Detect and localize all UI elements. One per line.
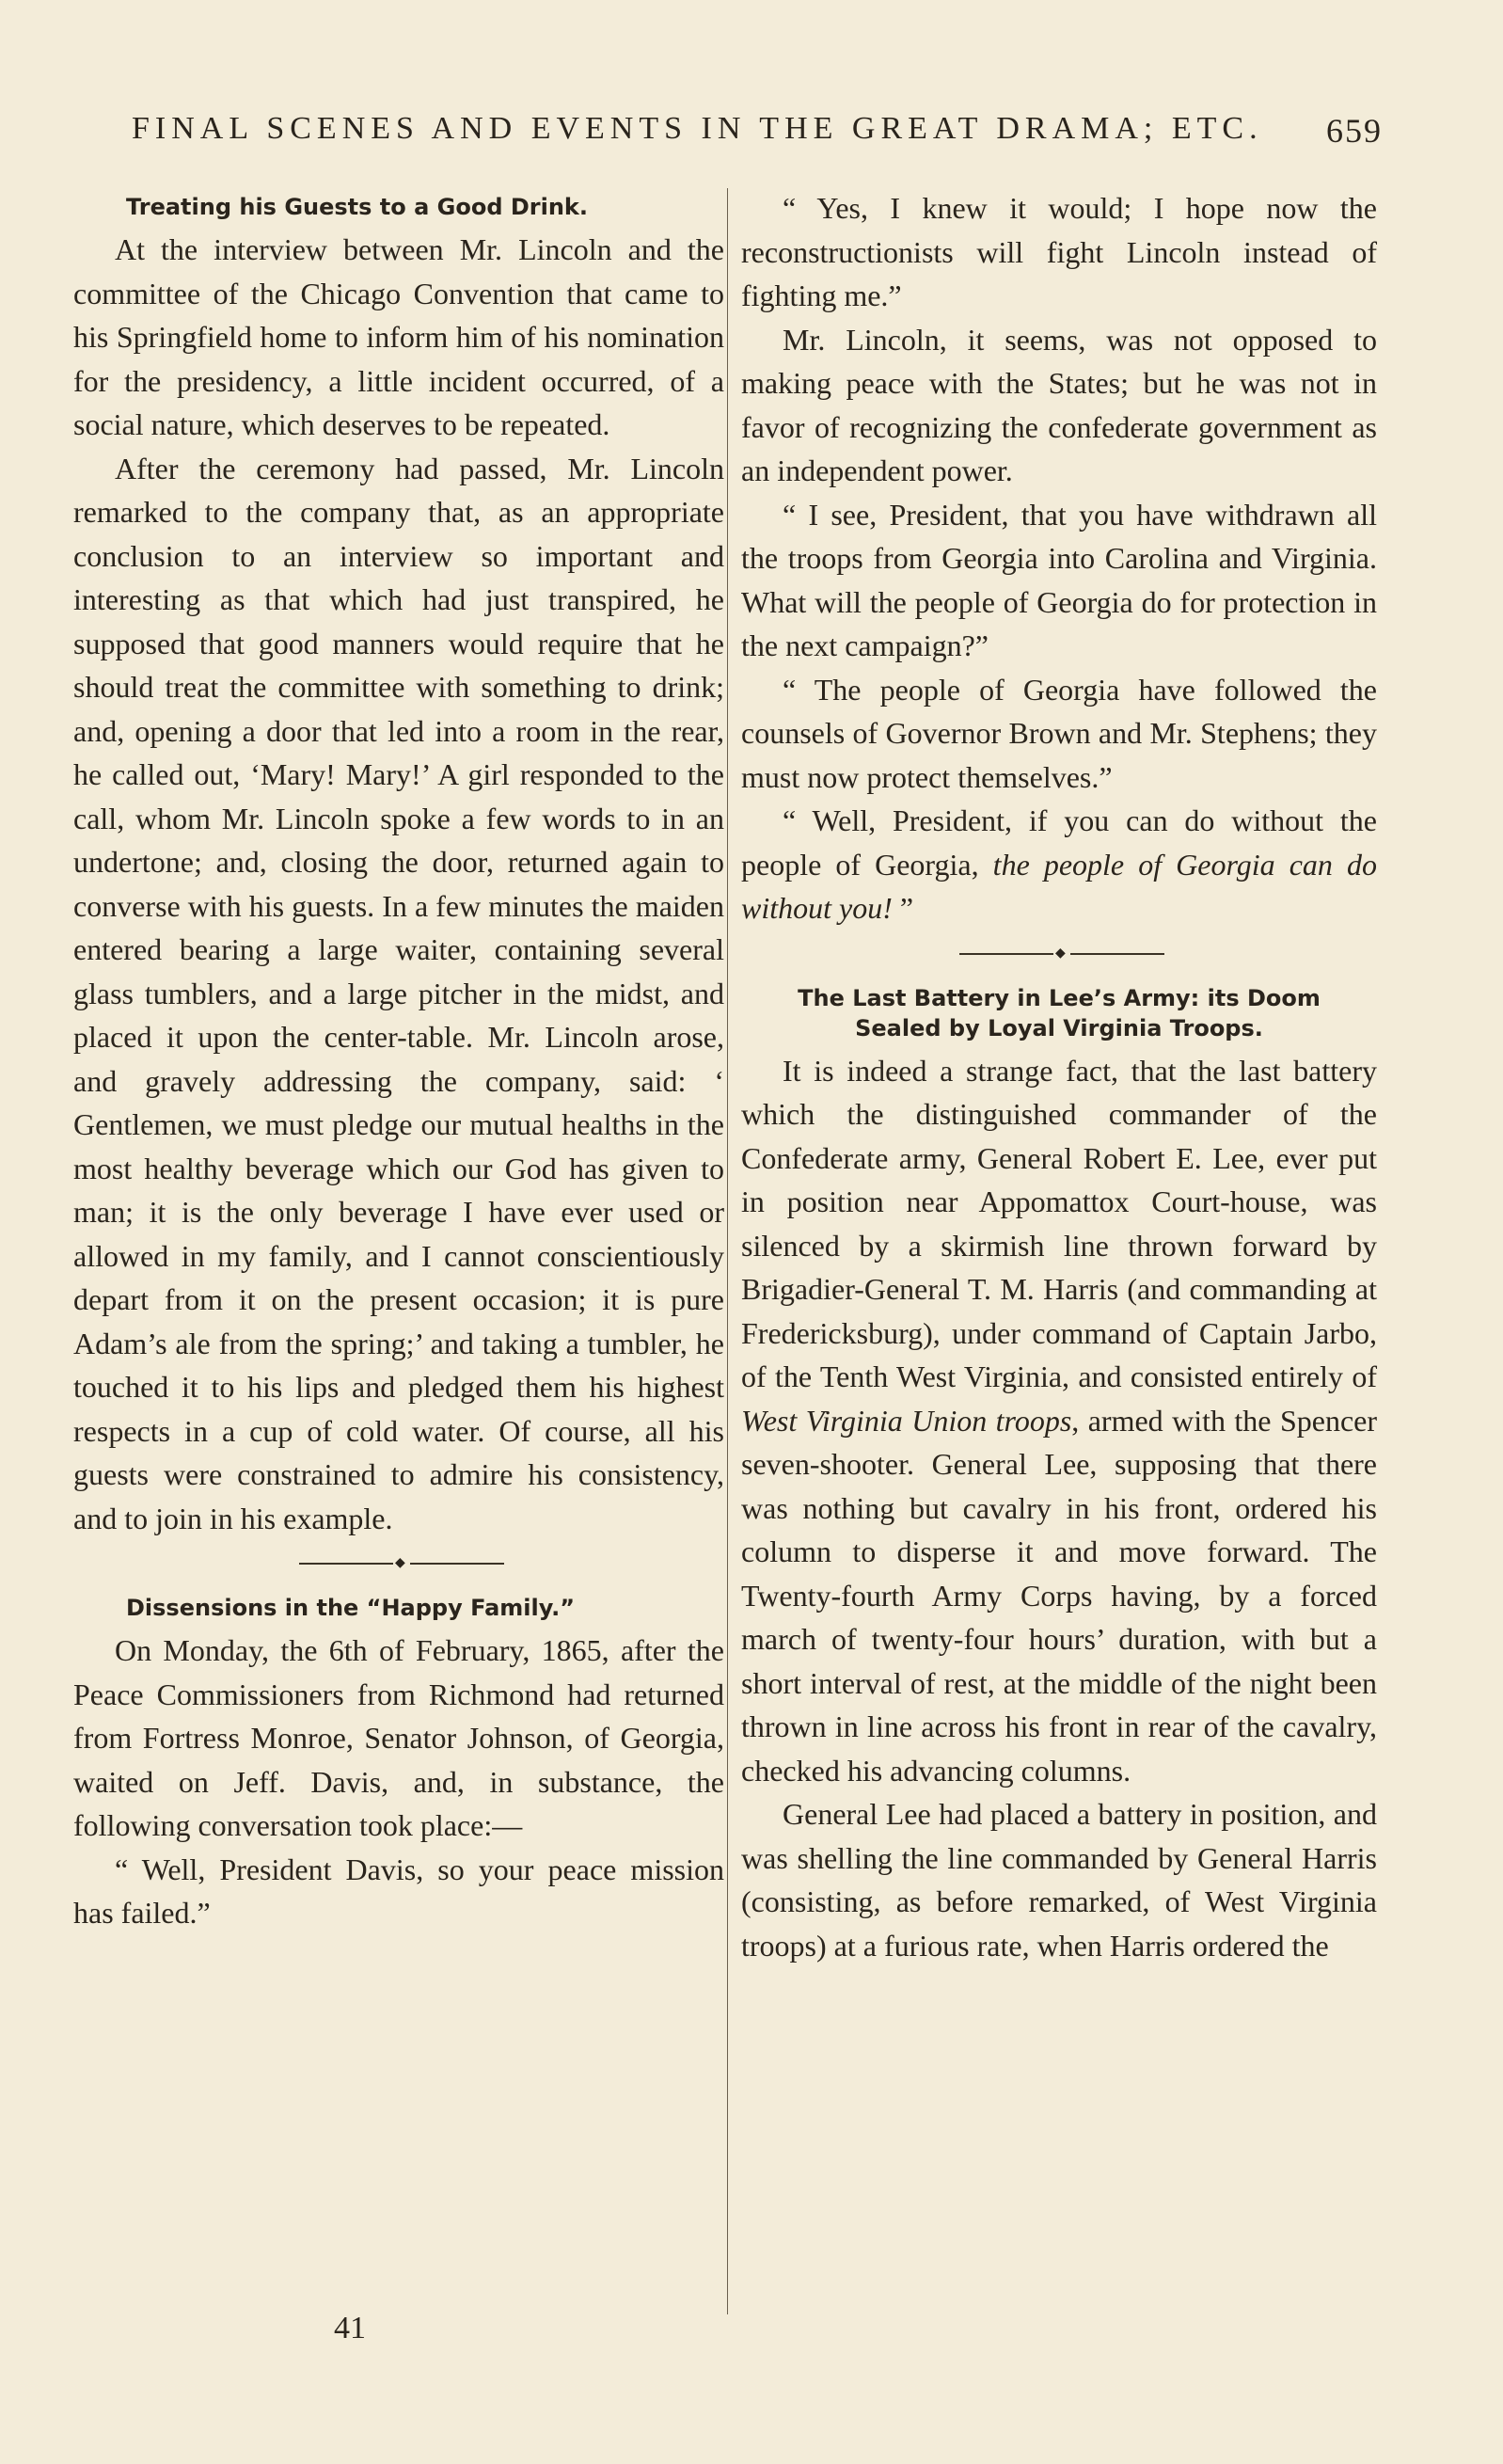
- paragraph: “ Yes, I knew it would; I hope now the reconstructionists will fight Lincoln instead of fighting me.”: [741, 191, 1377, 312]
- paragraph: [741, 1049, 1377, 1793]
- section-ornament: [741, 930, 1377, 978]
- paragraph: After the ceremony had passed, Mr. Lincoln remarked to the company that, as an appropriate conclusion to an interview so important and interesting as that which had just transpired, he supposed that good manners would require that he should treat the committee with something to drink; and, opening a door that led into a room in the rear, he called out, ‘Mary! Mary!’ A girl responded to the call, whom Mr. Lincoln spoke a few words to in an undertone; and, closing the door, returned again to converse with his guests. In a few minutes the maiden entered bearing a large waiter, containing several glass tumblers, and a large pitcher in the midst, and placed it upon the center-table. Mr. Lincoln arose, and gravely addressing the company, said: ‘ Gentlemen, we must pledge our mutual healths in the most healthy beverage which our God has given to man; it is the only beverage I have ever used or allowed in my family, and I cannot conscientiously depart from it on the present occasion; it is pure Adam’s ale from the spring;’ and taking a tumbler, he touched it to his lips and pledged them his highest respects in a cup of cold water. Of course, all his guests were constrained to admire his consistency, and to join in his example.: [73, 451, 724, 1535]
- ornament-diamond-icon: ◆: [395, 1556, 405, 1570]
- section-ornament: [73, 1540, 724, 1587]
- running-head-title: FINAL SCENES AND EVENTS IN THE GREAT DRAMA; ETC.: [132, 111, 1263, 146]
- paragraph-text: It is indeed a strange fact, that the last battery which the distinguished commander of the Confederate army, General Robert E. Lee, ever put in position near Appomattox Court-house, was silenced by a skirmish line thrown forward by Brigadier-General T. M. Harris (and commanding at Fredericksburg), under command of Captain Jarbo, of the Tenth West Virginia, and consisted entirely of: [741, 1053, 1377, 1393]
- paragraph: Mr. Lincoln, it seems, was not opposed to making peace with the States; but he was not in favor of recognizing the confederate government as an independent power.: [741, 322, 1377, 487]
- section-heading-treating-guests: Treating his Guests to a Good Drink.: [126, 194, 589, 220]
- section-heading-dissensions: Dissensions in the “Happy Family.”: [126, 1595, 576, 1621]
- italic-phrase: West Virginia Union troops: [741, 1403, 1072, 1438]
- paragraph: “ Well, President Davis, so your peace mission has failed.”: [73, 1852, 724, 1930]
- paragraph: “ The people of Georgia have followed the counsels of Governor Brown and Mr. Stephens; they must now protect themselves.”: [741, 672, 1377, 794]
- heading-line: The Last Battery in Lee’s Army: its Doom: [798, 984, 1321, 1011]
- paragraph: At the interview between Mr. Lincoln and the committee of the Chicago Convention that came to his Springfield home to inform him of his nomination for the presidency, a little incident occurred, of a social nature, which deserves to be repeated.: [73, 232, 724, 441]
- ornament-rule-right: [410, 1563, 504, 1565]
- heading-line: Sealed by Loyal Virginia Troops.: [855, 1014, 1263, 1041]
- ornament-rule-left: [959, 953, 1053, 955]
- ornament-rule-left: [299, 1563, 393, 1565]
- right-column: [741, 186, 1377, 1967]
- paragraph: “ I see, President, that you have withdrawn all the troops from Georgia into Carolina and Virginia. What will the people of Georgia do for protection in the next campaign?”: [741, 497, 1377, 662]
- signature-mark: 41: [334, 2311, 366, 2345]
- column-divider: [727, 188, 728, 2314]
- italic-quote: the people of Georgia can do without you!: [741, 847, 1378, 925]
- paragraph-text: “ Well, President, if you can do without the people of Georgia,: [741, 803, 1377, 882]
- left-column: [73, 186, 724, 1935]
- paragraph-text: ”: [892, 891, 914, 925]
- paragraph: General Lee had placed a battery in position, and was shelling the line commanded by General Harris (consisting, as before remarked, of West Virginia troops) at a furious rate, when Harris ordered the: [741, 1797, 1377, 1963]
- paragraph: [741, 799, 1377, 930]
- ornament-diamond-icon: ◆: [1055, 946, 1066, 961]
- paragraph: On Monday, the 6th of February, 1865, after the Peace Commissioners from Richmond had returned from Fortress Monroe, Senator Johnson, of Georgia, waited on Jeff. Davis, and, in substance, the following conversation took place:—: [73, 1633, 724, 1842]
- page-number: 659: [1326, 112, 1383, 150]
- paragraph-text: , armed with the Spencer seven-shooter. General Lee, supposing that there was nothing but cavalry in his front, ordered his column to disperse it and move forward. The Twenty-fourth Army Corps having, by a forced march of twenty-four hours’ duration, with but a short interval of rest, at the middle of the night been thrown in line across his front in rear of the cavalry, checked his advancing columns.: [741, 1403, 1378, 1788]
- ornament-rule-right: [1070, 953, 1164, 955]
- running-head: [132, 111, 1383, 158]
- section-heading-last-battery: [741, 983, 1377, 1043]
